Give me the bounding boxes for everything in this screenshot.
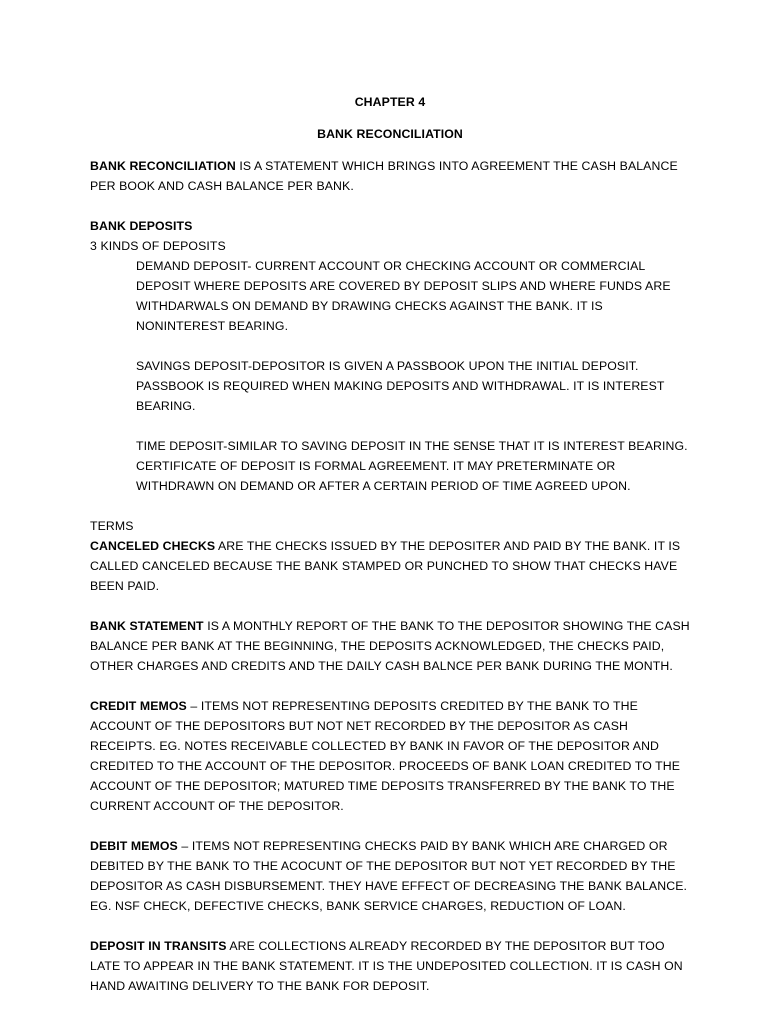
document-page — [90, 92, 690, 996]
deposit-item-demand: DEMAND DEPOSIT- CURRENT ACCOUNT OR CHECKING ACCOUNT OR COMMERCIAL DEPOSIT WHERE DEPOSITS ARE COVERED BY DEPOSIT SLIPS AND WHERE FUNDS ARE WITHDARWALS ON DEMAND BY DRAWING CHECKS AGAINST THE BANK. IT IS NONINTEREST BEARING. — [136, 259, 671, 333]
deposit-item-savings: SAVINGS DEPOSIT-DEPOSITOR IS GIVEN A PASSBOOK UPON THE INITIAL DEPOSIT. PASSBOOK IS REQUIRED WHEN MAKING DEPOSITS AND WITHDRAWAL. IT IS INTEREST BEARING. — [136, 359, 665, 413]
deposit-item-time: TIME DEPOSIT-SIMILAR TO SAVING DEPOSIT IN THE SENSE THAT IT IS INTEREST BEARING. CERTIFICATE OF DEPOSIT IS FORMAL AGREEMENT. IT MAY PRETERMINATE OR WITHDRAWN ON DEMAND OR AFTER A CERTAIN PERIOD OF TIME AGREED UPON. — [136, 439, 688, 493]
intro-text: IS A STATEMENT WHICH BRINGS INTO AGREEMENT THE CASH BALANCE PER BOOK AND CASH BALANCE PER BANK. — [90, 159, 678, 193]
term-label: BANK STATEMENT — [90, 619, 204, 633]
chapter-heading: CHAPTER 4 — [354, 95, 426, 109]
term-entry-debit-memos — [90, 836, 690, 916]
term-definition: – ITEMS NOT REPRESENTING DEPOSITS CREDITED BY THE BANK TO THE ACCOUNT OF THE DEPOSITORS BUT NOT NET RECORDED BY THE DEPOSITOR AS CASH RECEIPTS. EG. NOTES RECEIVABLE COLLECTED BY BANK IN FAVOR OF THE DEPOSITOR AND CREDITED TO THE ACCOUNT OF THE DEPOSITOR. PROCEEDS OF BANK LOAN CREDITED TO THE ACCOUNT OF THE DEPOSITOR; MATURED TIME DEPOSITS TRANSFERRED BY THE BANK TO THE CURRENT ACCOUNT OF THE DEPOSITOR. — [90, 699, 681, 813]
term-label: CANCELED CHECKS — [90, 539, 216, 553]
term-entry-deposit-in-transits — [90, 936, 690, 996]
term-definition: ARE THE CHECKS ISSUED BY THE DEPOSITER AND PAID BY THE BANK. IT IS CALLED CANCELED BECAUSE THE BANK STAMPED OR PUNCHED TO SHOW THAT CHECKS HAVE BEEN PAID. — [90, 539, 681, 593]
terms-heading: TERMS — [90, 519, 134, 533]
deposits-subheading: 3 KINDS OF DEPOSITS — [90, 239, 226, 253]
term-entry-credit-memos — [90, 696, 690, 816]
term-definition: ARE COLLECTIONS ALREADY RECORDED BY THE DEPOSITOR BUT TOO LATE TO APPEAR IN THE BANK STATEMENT. IT IS THE UNDEPOSITED COLLECTION. IT IS CASH ON HAND AWAITING DELIVERY TO THE BANK FOR DEPOSIT. — [90, 939, 683, 993]
term-entry-canceled-checks — [90, 536, 690, 596]
term-entry-bank-statement — [90, 616, 690, 676]
term-definition: – ITEMS NOT REPRESENTING CHECKS PAID BY BANK WHICH ARE CHARGED OR DEBITED BY THE BANK TO THE ACOCUNT OF THE DEPOSITOR BUT NOT YET RECORDED BY THE DEPOSITOR AS CASH DISBURSEMENT. THEY HAVE EFFECT OF DECREASING THE BANK BALANCE. EG. NSF CHECK, DEFECTIVE CHECKS, BANK SERVICE CHARGES, REDUCTION OF LOAN. — [90, 839, 688, 913]
term-definition: IS A MONTHLY REPORT OF THE BANK TO THE DEPOSITOR SHOWING THE CASH BALANCE PER BANK AT THE BEGINNING, THE DEPOSITS ACKNOWLEDGED, THE CHECKS PAID, OTHER CHARGES AND CREDITS AND THE DAILY CASH BALNCE PER BANK DURING THE MONTH. — [90, 619, 690, 673]
term-label: CREDIT MEMOS — [90, 699, 187, 713]
deposits-heading: BANK DEPOSITS — [90, 219, 193, 233]
term-label: DEPOSIT IN TRANSITS — [90, 939, 227, 953]
intro-term: BANK RECONCILIATION — [90, 159, 236, 173]
term-label: DEBIT MEMOS — [90, 839, 178, 853]
page-title: BANK RECONCILIATION — [317, 127, 463, 141]
intro-paragraph — [90, 156, 690, 196]
